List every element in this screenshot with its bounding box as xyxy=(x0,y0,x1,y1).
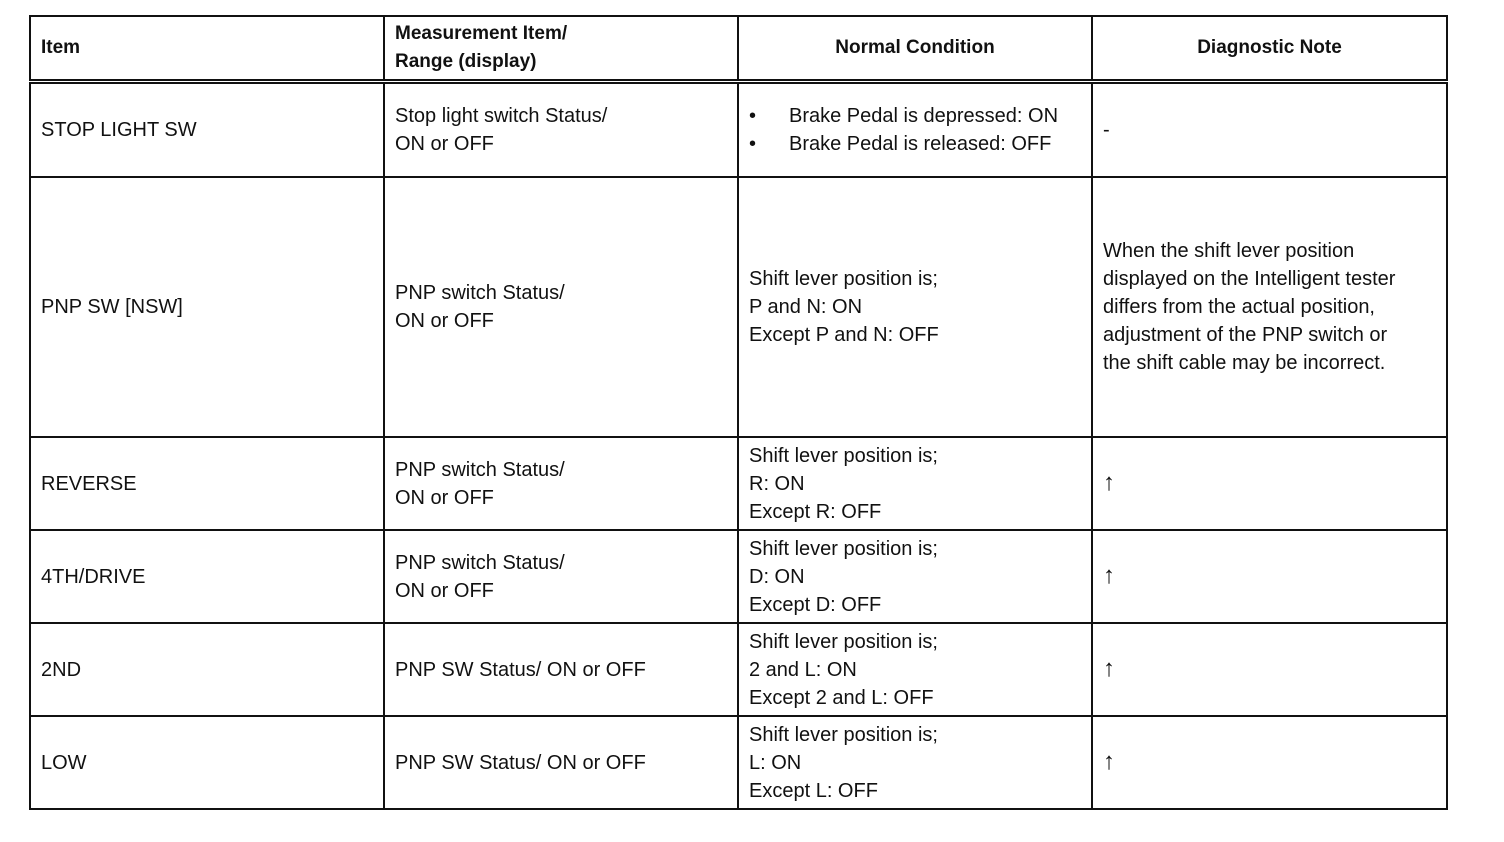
table-row xyxy=(30,530,1447,623)
header-measurement-line-2: Range (display) xyxy=(395,51,537,72)
header-normal-condition-label: Normal Condition xyxy=(835,37,995,58)
cell-measurement xyxy=(384,530,738,623)
up-arrow-icon: ↑ xyxy=(1103,562,1115,589)
bullet-icon: • xyxy=(749,133,757,155)
measurement-line: Stop light switch Status/ xyxy=(395,105,608,127)
cell-item xyxy=(30,530,384,623)
header-measurement-line-1: Measurement Item/ xyxy=(395,23,568,44)
header-diagnostic-note-label: Diagnostic Note xyxy=(1197,37,1342,58)
cell-note xyxy=(1092,437,1447,530)
table-row xyxy=(30,82,1447,178)
item-label: PNP SW [NSW] xyxy=(41,296,183,318)
condition-line: 2 and L: ON xyxy=(749,658,857,681)
cell-note xyxy=(1092,530,1447,623)
note-line: displayed on the Intelligent tester xyxy=(1103,268,1396,290)
measurement-line: ON or OFF xyxy=(395,133,494,155)
item-label: REVERSE xyxy=(41,472,137,495)
cell-item xyxy=(30,82,384,178)
cell-item xyxy=(30,716,384,809)
condition-bullet-text: Brake Pedal is released: OFF xyxy=(789,133,1052,155)
condition-bullet-list xyxy=(749,102,1081,158)
cell-condition xyxy=(738,177,1092,437)
cell-condition xyxy=(738,82,1092,178)
table-row xyxy=(30,437,1447,530)
measurement-line: PNP SW Status/ ON or OFF xyxy=(395,751,646,774)
table-header-row xyxy=(30,16,1447,82)
up-arrow-icon: ↑ xyxy=(1103,655,1115,682)
condition-line: R: ON xyxy=(749,472,805,495)
measurement-line: PNP switch Status/ xyxy=(395,551,565,574)
condition-line: Except P and N: OFF xyxy=(749,324,939,346)
condition-line: Except R: OFF xyxy=(749,500,882,523)
measurement-line: PNP SW Status/ ON or OFF xyxy=(395,658,646,681)
cell-measurement xyxy=(384,623,738,716)
note-line: the shift cable may be incorrect. xyxy=(1103,352,1386,374)
diagnostic-table xyxy=(29,15,1448,810)
cell-note xyxy=(1092,716,1447,809)
condition-bullet-text: Brake Pedal is depressed: ON xyxy=(789,105,1059,127)
cell-condition xyxy=(738,716,1092,809)
condition-line: P and N: ON xyxy=(749,296,863,318)
header-diagnostic-note xyxy=(1092,16,1447,82)
condition-line: Shift lever position is; xyxy=(749,444,938,467)
cell-item xyxy=(30,437,384,530)
note-text: - xyxy=(1103,119,1110,141)
condition-bullet-item xyxy=(749,102,1081,130)
measurement-line: ON or OFF xyxy=(395,310,494,332)
table-row xyxy=(30,623,1447,716)
note-line: When the shift lever position xyxy=(1103,240,1355,262)
measurement-line: PNP switch Status/ xyxy=(395,282,565,304)
cell-measurement xyxy=(384,82,738,178)
bullet-icon: • xyxy=(749,105,757,127)
header-measurement xyxy=(384,16,738,82)
cell-note xyxy=(1092,82,1447,178)
condition-line: Shift lever position is; xyxy=(749,630,938,653)
condition-line: Shift lever position is; xyxy=(749,537,938,560)
condition-line: D: ON xyxy=(749,565,805,588)
cell-item xyxy=(30,177,384,437)
cell-measurement xyxy=(384,437,738,530)
item-label: STOP LIGHT SW xyxy=(41,119,197,141)
cell-note xyxy=(1092,623,1447,716)
header-item-label: Item xyxy=(41,37,81,58)
note-line: differs from the actual position, xyxy=(1103,296,1375,318)
cell-condition xyxy=(738,437,1092,530)
cell-item xyxy=(30,623,384,716)
item-label: LOW xyxy=(41,751,87,774)
header-normal-condition xyxy=(738,16,1092,82)
item-label: 2ND xyxy=(41,658,82,681)
header-item xyxy=(30,16,384,82)
condition-bullet-item xyxy=(749,130,1081,158)
item-label: 4TH/DRIVE xyxy=(41,565,146,588)
condition-line: Except D: OFF xyxy=(749,593,882,616)
up-arrow-icon: ↑ xyxy=(1103,469,1115,496)
measurement-line: PNP switch Status/ xyxy=(395,458,565,481)
measurement-line: ON or OFF xyxy=(395,579,494,602)
up-arrow-icon: ↑ xyxy=(1103,748,1115,775)
condition-line: Shift lever position is; xyxy=(749,723,938,746)
measurement-line: ON or OFF xyxy=(395,486,494,509)
condition-line: Shift lever position is; xyxy=(749,268,938,290)
cell-note xyxy=(1092,177,1447,437)
condition-line: L: ON xyxy=(749,751,802,774)
condition-line: Except L: OFF xyxy=(749,779,878,802)
cell-condition xyxy=(738,623,1092,716)
table-row xyxy=(30,177,1447,437)
cell-measurement xyxy=(384,716,738,809)
cell-measurement xyxy=(384,177,738,437)
note-line: adjustment of the PNP switch or xyxy=(1103,324,1388,346)
condition-line: Except 2 and L: OFF xyxy=(749,686,934,709)
cell-condition xyxy=(738,530,1092,623)
table-row xyxy=(30,716,1447,809)
